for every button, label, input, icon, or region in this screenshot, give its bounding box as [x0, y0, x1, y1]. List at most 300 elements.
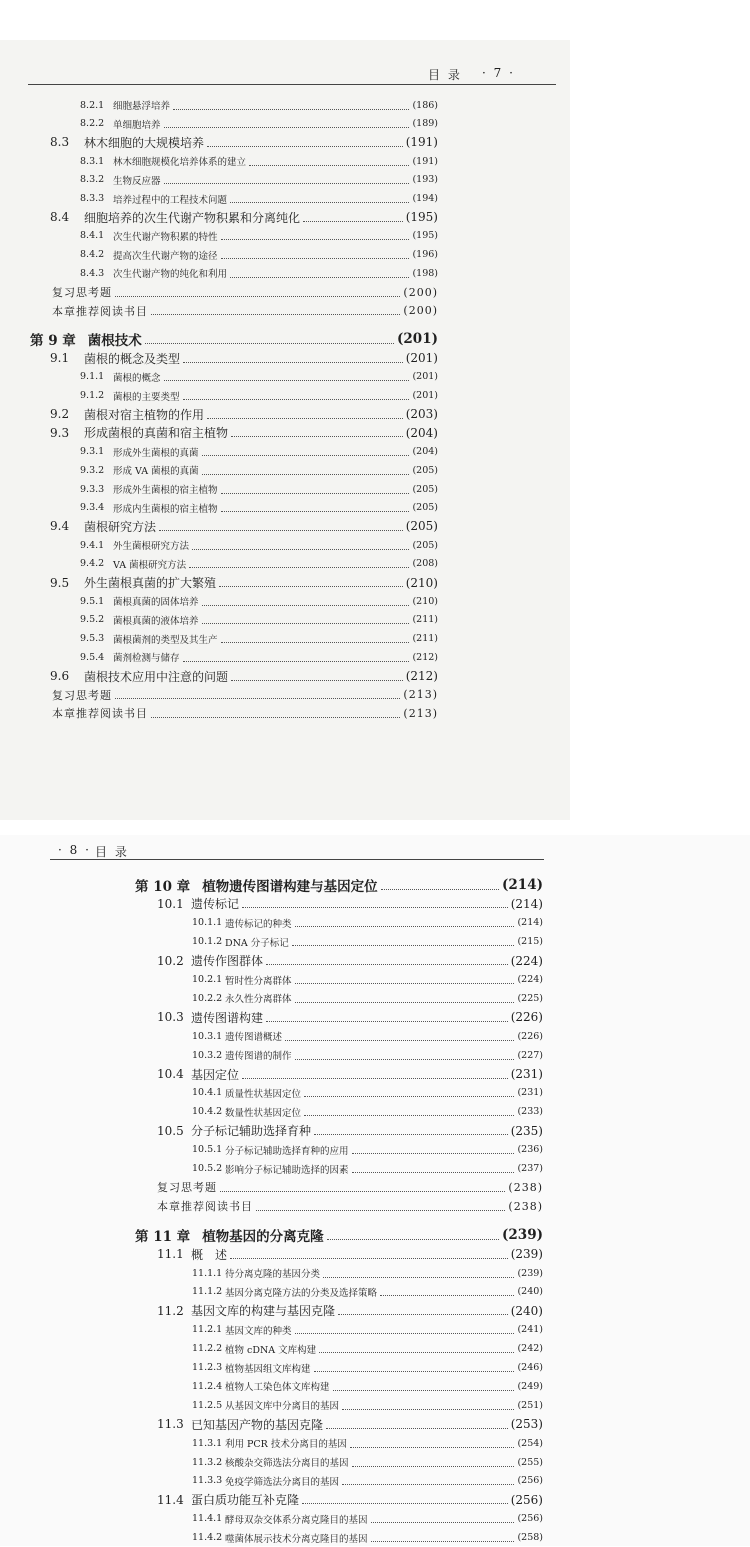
dot-leader [350, 1447, 515, 1448]
toc-entry-page: (201) [397, 331, 438, 348]
toc-entry-page: (213) [403, 706, 438, 720]
toc-entry-number: 11.2 [157, 1303, 184, 1318]
toc-entry-number: 8.2.2 [80, 118, 105, 130]
toc-entry-page: (227) [517, 1049, 543, 1061]
toc-entry-title: 永久性分离群体 [225, 994, 292, 1006]
dot-leader [327, 1239, 499, 1240]
dot-leader [249, 165, 409, 166]
toc-entry-title: 菌根真菌的液体培养 [113, 615, 199, 627]
toc-entry-number: 10.5.2 [192, 1163, 223, 1174]
toc-entry-page: (210) [412, 595, 438, 607]
dot-leader [338, 1314, 508, 1315]
dot-leader [304, 1115, 514, 1116]
toc-entry-number: 8.4.3 [80, 267, 105, 279]
toc-entry-title: 从基因文库中分离目的基因 [225, 1401, 340, 1413]
toc-entry-title: 植物 cDNA 文库构建 [225, 1344, 317, 1356]
toc-subsection-entry [80, 96, 438, 114]
toc-subsection-entry [80, 387, 438, 405]
toc-entry-title: 本章推荐阅读书目 [52, 707, 148, 721]
toc-entry-number: 10.1.2 [192, 936, 223, 948]
dot-leader [202, 605, 410, 606]
dot-leader [219, 586, 403, 587]
toc-entry-number: 9.5 [50, 575, 70, 590]
toc-entry-title: 遗传标记 [191, 897, 240, 912]
toc-subsection-entry [192, 1340, 543, 1358]
toc-entry-title: 菌根菌剂的类型及其生产 [113, 634, 218, 646]
toc-entry-page: (237) [517, 1163, 543, 1174]
toc-entry-title: 植物人工染色体文库构建 [225, 1382, 330, 1394]
toc-entry-title: 遗传图谱的制作 [225, 1051, 292, 1063]
page-header [0, 843, 750, 865]
dot-leader [183, 362, 403, 363]
toc-entry-title: 影响分子标记辅助选择的因素 [225, 1164, 349, 1176]
toc-entry-page: (226) [510, 1010, 543, 1025]
toc-entry-page: (194) [412, 193, 438, 204]
dot-leader [207, 146, 403, 147]
toc-entry-number: 9.6 [50, 669, 70, 683]
toc-entry-title: 复习思考题 [52, 286, 112, 299]
toc-subsection-entry [192, 1084, 543, 1102]
toc-entry-title: 植物基因的分离克隆 [202, 1229, 324, 1246]
toc-entry-title: 提高次生代谢产物的途径 [113, 250, 218, 262]
toc-entry-number: 11.3.1 [192, 1437, 223, 1449]
toc-entry-title: 本章推荐阅读书目 [157, 1200, 253, 1214]
toc-section-entry [50, 667, 438, 685]
toc-entry-number: 9.2 [50, 407, 70, 422]
toc-entry-number: 10.2 [157, 953, 184, 968]
toc-entry-number: 11.1 [157, 1247, 184, 1262]
toc-entry-page: (201) [405, 351, 438, 366]
toc-entry-page: (238) [508, 1199, 543, 1213]
toc-entry-page: (224) [517, 974, 543, 985]
dot-leader [266, 964, 508, 965]
dot-leader [242, 907, 508, 908]
toc-entry-page: (195) [412, 230, 438, 242]
toc-entry-title: 细胞培养的次生代谢产物积累和分离纯化 [84, 210, 301, 225]
toc-entry-number: 11.2.1 [192, 1324, 223, 1336]
toc-entry-number: 9.1.2 [80, 390, 105, 401]
toc-entry-number: 10.3.2 [192, 1049, 223, 1061]
toc-entry-title: VA 菌根研究方法 [113, 559, 187, 571]
toc-entry-title: 分子标记辅助选择育种的应用 [225, 1145, 349, 1157]
dot-leader [221, 239, 410, 240]
toc-entry-number: 10.4.1 [192, 1087, 223, 1099]
dot-leader [230, 1258, 508, 1259]
toc-entry-title: 质量性状基因定位 [225, 1088, 302, 1100]
toc-entry-page: (210) [405, 575, 438, 590]
toc-entry-title: 基因定位 [191, 1067, 240, 1082]
toc-entry-page: (193) [412, 174, 438, 186]
dot-leader [173, 109, 409, 110]
header-rule [28, 84, 556, 85]
toc-entry-page: (256) [517, 1475, 543, 1487]
toc-endmatter-entry [52, 704, 438, 722]
dot-leader [292, 945, 515, 946]
toc-subsection-entry [80, 368, 438, 386]
toc-chapter-entry [135, 876, 543, 894]
dot-leader [189, 567, 409, 568]
toc-entry-number: 9.4.1 [80, 539, 105, 551]
toc-entry-title: 基因分离克隆方法的分类及选择策略 [225, 1287, 378, 1299]
dot-leader [115, 698, 400, 699]
toc-section-entry [157, 1245, 543, 1263]
toc-entry-number: 第 10 章 [135, 879, 191, 895]
toc-entry-title: 形成外生菌根的宿主植物 [113, 485, 218, 496]
toc-entry-number: 10.1 [157, 896, 184, 911]
toc-entry-page: (225) [517, 992, 543, 1004]
toc-entry-number: 9.3.1 [80, 446, 105, 458]
toc-entry-title: 复习思考题 [157, 1181, 217, 1195]
toc-section-entry [157, 1302, 543, 1320]
toc-entry-number: 10.5 [157, 1123, 184, 1138]
toc-entry-page: (238) [508, 1180, 543, 1194]
dot-leader [231, 436, 403, 437]
toc-entry-page: (240) [517, 1286, 543, 1298]
toc-entry-number: 11.2.4 [192, 1380, 223, 1392]
toc-entry-title: 形成菌根的真菌和宿主植物 [84, 426, 229, 441]
dot-leader [115, 296, 400, 297]
dot-leader [314, 1134, 508, 1135]
toc-entry-page: (208) [412, 558, 438, 570]
header-page-number: · 8 · [58, 843, 91, 857]
dot-leader [266, 1021, 508, 1022]
toc-section-entry [50, 349, 438, 367]
toc-entry-number: 8.4.2 [80, 249, 105, 261]
toc-entry-number: 11.2.5 [192, 1399, 223, 1411]
dot-leader [164, 380, 410, 381]
toc-entry-title: 分子标记辅助选择育种 [191, 1124, 312, 1139]
toc-subsection-entry [192, 1510, 543, 1528]
toc-endmatter-entry [157, 1197, 543, 1215]
toc-entry-page: (191) [405, 135, 438, 150]
toc-entry-title: 已知基因产物的基因克隆 [191, 1417, 324, 1432]
dot-leader [202, 474, 410, 475]
dot-leader [295, 1059, 515, 1060]
toc-endmatter-entry [157, 1178, 543, 1196]
toc-entry-page: (212) [412, 651, 438, 663]
toc-entry-page: (205) [405, 519, 438, 534]
dot-leader [326, 1428, 508, 1429]
toc-entry-number: 11.4.2 [192, 1532, 223, 1544]
toc-entry-page: (211) [412, 633, 438, 645]
toc-entry-page: (200) [403, 285, 438, 299]
toc-entry-number: 10.3.1 [192, 1030, 223, 1042]
toc-entry-page: (198) [412, 267, 438, 279]
dot-leader [242, 1078, 508, 1079]
toc-entry-title: 遗传标记的种类 [225, 918, 292, 930]
toc-section-entry [50, 517, 438, 535]
dot-leader [221, 642, 410, 643]
toc-entry-title: 免疫学筛选法分离目的基因 [225, 1476, 340, 1488]
toc-subsection-entry [192, 1359, 543, 1377]
toc-entry-title: 次生代谢产物积累的特性 [113, 231, 218, 243]
toc-entry-number: 9.1 [50, 351, 70, 366]
toc-entry-title: 基因文库的种类 [225, 1325, 292, 1337]
toc-subsection-entry [80, 499, 438, 517]
toc-entry-page: (201) [412, 371, 438, 383]
toc-section-entry [50, 133, 438, 151]
toc-entry-title: 菌根的概念 [113, 372, 161, 384]
toc-entry-title: DNA 分子标记 [225, 937, 289, 949]
toc-entry-title: 菌根技术 [87, 333, 142, 350]
dot-leader [202, 623, 410, 624]
toc-entry-title: 概 述 [191, 1247, 228, 1262]
toc-subsection-entry [192, 1103, 543, 1121]
toc-entry-number: 11.3.2 [192, 1456, 223, 1468]
toc-endmatter-entry [52, 283, 438, 301]
toc-entry-title: 遗传图谱概述 [225, 1032, 283, 1044]
toc-entry-page: (239) [510, 1247, 543, 1262]
toc-subsection-entry [192, 914, 543, 932]
header-page-number: · 7 · [482, 66, 515, 80]
toc-entry-number: 9.5.2 [80, 614, 105, 626]
toc-entry-title: 单细胞培养 [113, 119, 161, 131]
dot-leader [323, 1277, 514, 1278]
toc-entry-title: 菌根真菌的固体培养 [113, 597, 199, 609]
toc-entry-title: 次生代谢产物的纯化和利用 [113, 269, 228, 281]
toc-section-entry [157, 1491, 543, 1509]
toc-entry-page: (215) [517, 936, 543, 948]
dot-leader [381, 889, 499, 890]
toc-subsection-entry [192, 1434, 543, 1452]
toc-entry-page: (242) [517, 1343, 543, 1355]
toc-subsection-entry [192, 1283, 543, 1301]
toc-entry-title: 菌根对宿主植物的作用 [84, 407, 205, 422]
toc-entry-number: 8.3.1 [80, 155, 105, 167]
dot-leader [333, 1390, 515, 1391]
toc-entry-number: 10.4.2 [192, 1106, 223, 1118]
toc-entry-page: (205) [412, 502, 438, 514]
toc-entry-number: 9.5.3 [80, 633, 105, 645]
toc-entry-title: 菌根研究方法 [84, 519, 157, 534]
toc-subsection-entry [192, 971, 543, 989]
dot-leader [304, 1096, 514, 1097]
toc-entry-page: (214) [517, 917, 543, 929]
toc-subsection-entry [192, 1377, 543, 1395]
toc-entry-title: 暂时性分离群体 [225, 975, 292, 987]
dot-leader [183, 661, 410, 662]
toc-chapter-entry [135, 1226, 543, 1244]
dot-leader [352, 1153, 515, 1154]
dot-leader [342, 1484, 514, 1485]
toc-entry-number: 9.5.1 [80, 595, 105, 607]
dot-leader [221, 493, 410, 494]
toc-entry-title: 复习思考题 [52, 688, 112, 702]
toc-subsection-entry [192, 933, 543, 951]
toc-entry-number: 10.2.2 [192, 992, 223, 1004]
toc-subsection-entry [80, 264, 438, 282]
toc-entry-page: (240) [510, 1303, 543, 1318]
toc-entry-title: 菌根的主要类型 [113, 391, 180, 403]
toc-entry-number: 10.1.1 [192, 917, 223, 929]
toc-entry-title: 菌剂检测与储存 [113, 653, 180, 665]
toc-subsection-entry [192, 1321, 543, 1339]
dot-leader [159, 530, 403, 531]
toc-entry-title: 噬菌体展示技术分离克隆目的基因 [225, 1533, 368, 1545]
dot-leader [230, 277, 409, 278]
toc-subsection-entry [80, 152, 438, 170]
toc-entry-number: 8.2.1 [80, 99, 105, 111]
toc-subsection-entry [80, 611, 438, 629]
toc-entry-page: (236) [517, 1144, 543, 1156]
toc-subsection-entry [80, 648, 438, 666]
toc-subsection-entry [80, 227, 438, 245]
toc-entry-number: 11.2.2 [192, 1343, 223, 1355]
toc-subsection-entry [80, 555, 438, 573]
toc-entry-title: 形成 VA 菌根的真菌 [113, 466, 199, 478]
toc-entry-page: (239) [502, 1227, 543, 1244]
toc-entry-page: (186) [412, 99, 438, 111]
dot-leader [314, 1371, 515, 1372]
toc-entry-number: 9.4.2 [80, 558, 105, 570]
toc-chapter-entry [30, 330, 438, 348]
toc-section-entry [157, 895, 543, 913]
toc-subsection-entry [80, 630, 438, 648]
toc-endmatter-entry [52, 686, 438, 704]
toc-entry-title: 数量性状基因定位 [225, 1107, 302, 1119]
toc-entry-page: (189) [412, 118, 438, 130]
toc-entry-page: (249) [517, 1380, 543, 1392]
toc-entry-page: (204) [412, 446, 438, 458]
toc-page-7 [0, 40, 570, 820]
dot-leader [231, 680, 403, 681]
toc-entry-page: (200) [403, 304, 438, 318]
toc-entry-number: 9.1.1 [80, 371, 105, 383]
toc-entry-number: 第 11 章 [135, 1229, 191, 1246]
toc-entry-number: 10.2.1 [192, 974, 223, 985]
dot-leader [352, 1172, 515, 1173]
toc-entry-title: 本章推荐阅读书目 [52, 304, 148, 318]
toc-entry-title: 蛋白质功能互补克隆 [191, 1493, 300, 1508]
toc-entry-title: 外生菌根研究方法 [113, 541, 190, 553]
dot-leader [295, 1333, 515, 1334]
dot-leader [207, 418, 403, 419]
toc-section-entry [50, 405, 438, 423]
toc-entry-number: 9.3.2 [80, 464, 105, 476]
dot-leader [371, 1541, 515, 1542]
toc-subsection-entry [80, 461, 438, 479]
header-rule [50, 859, 544, 860]
header-label: 目 录 [428, 68, 462, 82]
dot-leader [285, 1040, 514, 1041]
toc-entry-number: 8.3 [50, 135, 70, 150]
toc-entry-title: 菌根技术应用中注意的问题 [84, 669, 229, 684]
dot-leader [380, 1295, 514, 1296]
toc-entry-page: (212) [405, 669, 438, 683]
toc-entry-number: 9.5.4 [80, 651, 105, 663]
toc-entry-number: 11.4.1 [192, 1513, 223, 1525]
toc-entry-number: 8.3.3 [80, 193, 105, 204]
dot-leader [230, 202, 409, 203]
toc-entry-title: 培养过程中的工程技术问题 [113, 194, 228, 206]
toc-entry-title: 遗传图谱构建 [191, 1010, 264, 1025]
toc-section-entry [157, 1065, 543, 1083]
toc-subsection-entry [80, 171, 438, 189]
header-label: 目 录 [95, 845, 129, 859]
toc-entry-title: 外生菌根真菌的扩大繁殖 [84, 576, 217, 590]
toc-entry-page: (241) [517, 1324, 543, 1336]
toc-subsection-entry [192, 1160, 543, 1178]
toc-entry-number: 11.1.1 [192, 1267, 223, 1279]
toc-subsection-entry [80, 190, 438, 208]
dot-leader [256, 1210, 505, 1211]
toc-entry-page: (235) [510, 1123, 543, 1138]
toc-entry-page: (233) [517, 1106, 543, 1118]
dot-leader [295, 926, 515, 927]
toc-entry-number: 11.3.3 [192, 1475, 223, 1487]
toc-entry-number: 11.1.2 [192, 1286, 223, 1298]
toc-entry-page: (204) [405, 425, 438, 440]
toc-entry-title: 待分离克隆的基因分类 [225, 1269, 321, 1280]
toc-entry-number: 10.5.1 [192, 1144, 223, 1156]
toc-endmatter-entry [52, 302, 438, 320]
toc-entry-number: 8.3.2 [80, 174, 105, 186]
toc-subsection-entry [192, 989, 543, 1007]
toc-entry-page: (226) [517, 1030, 543, 1042]
toc-entry-number: 11.4 [157, 1492, 184, 1507]
toc-subsection-entry [192, 1046, 543, 1064]
toc-entry-page: (231) [510, 1067, 543, 1081]
toc-entry-page: (258) [517, 1532, 543, 1544]
dot-leader [302, 1503, 508, 1504]
dot-leader [164, 127, 410, 128]
toc-entry-page: (214) [502, 877, 543, 893]
toc-entry-title: 形成内生菌根的宿主植物 [113, 503, 218, 515]
toc-entry-number: 第 9 章 [30, 333, 76, 350]
toc-section-entry [157, 1008, 543, 1026]
toc-entry-page: (195) [405, 210, 438, 225]
toc-entry-page: (205) [412, 464, 438, 476]
dot-leader [151, 717, 400, 718]
toc-entry-page: (196) [412, 249, 438, 261]
toc-entry-title: 林木细胞的大规模培养 [84, 135, 205, 150]
toc-entry-page: (246) [517, 1362, 543, 1373]
dot-leader [342, 1409, 514, 1410]
toc-entry-page: (211) [412, 614, 438, 626]
toc-entry-number: 8.4.1 [80, 230, 105, 242]
toc-entry-number: 9.3.4 [80, 502, 105, 514]
toc-entry-title: 植物遗传图谱构建与基因定位 [202, 879, 378, 895]
toc-subsection-entry [192, 1396, 543, 1414]
toc-section-entry [50, 574, 438, 592]
toc-entry-page: (231) [517, 1087, 543, 1099]
toc-entry-title: 遗传作图群体 [191, 954, 264, 969]
toc-entry-page: (201) [412, 390, 438, 401]
dot-leader [319, 1352, 514, 1353]
dot-leader [192, 549, 409, 550]
toc-entry-page: (214) [510, 896, 543, 911]
toc-entry-number: 11.2.3 [192, 1362, 223, 1373]
toc-entry-title: 生物反应器 [113, 175, 161, 187]
dot-leader [221, 258, 410, 259]
dot-leader [151, 314, 400, 315]
toc-entry-page: (205) [412, 483, 438, 495]
toc-entry-page: (213) [403, 688, 438, 702]
toc-entry-page: (253) [510, 1417, 543, 1432]
toc-subsection-entry [192, 1141, 543, 1159]
toc-entry-number: 9.3 [50, 425, 70, 440]
toc-entry-page: (239) [517, 1267, 543, 1279]
toc-subsection-entry [80, 443, 438, 461]
toc-entry-number: 10.3 [157, 1010, 184, 1025]
toc-entry-page: (256) [510, 1492, 543, 1507]
toc-entry-title: 利用 PCR 技术分离目的基因 [225, 1439, 347, 1451]
dot-leader [303, 221, 403, 222]
toc-subsection-entry [192, 1264, 543, 1282]
dot-leader [371, 1522, 515, 1523]
toc-entry-page: (256) [517, 1513, 543, 1525]
toc-entry-title: 形成外生菌根的真菌 [113, 447, 199, 459]
